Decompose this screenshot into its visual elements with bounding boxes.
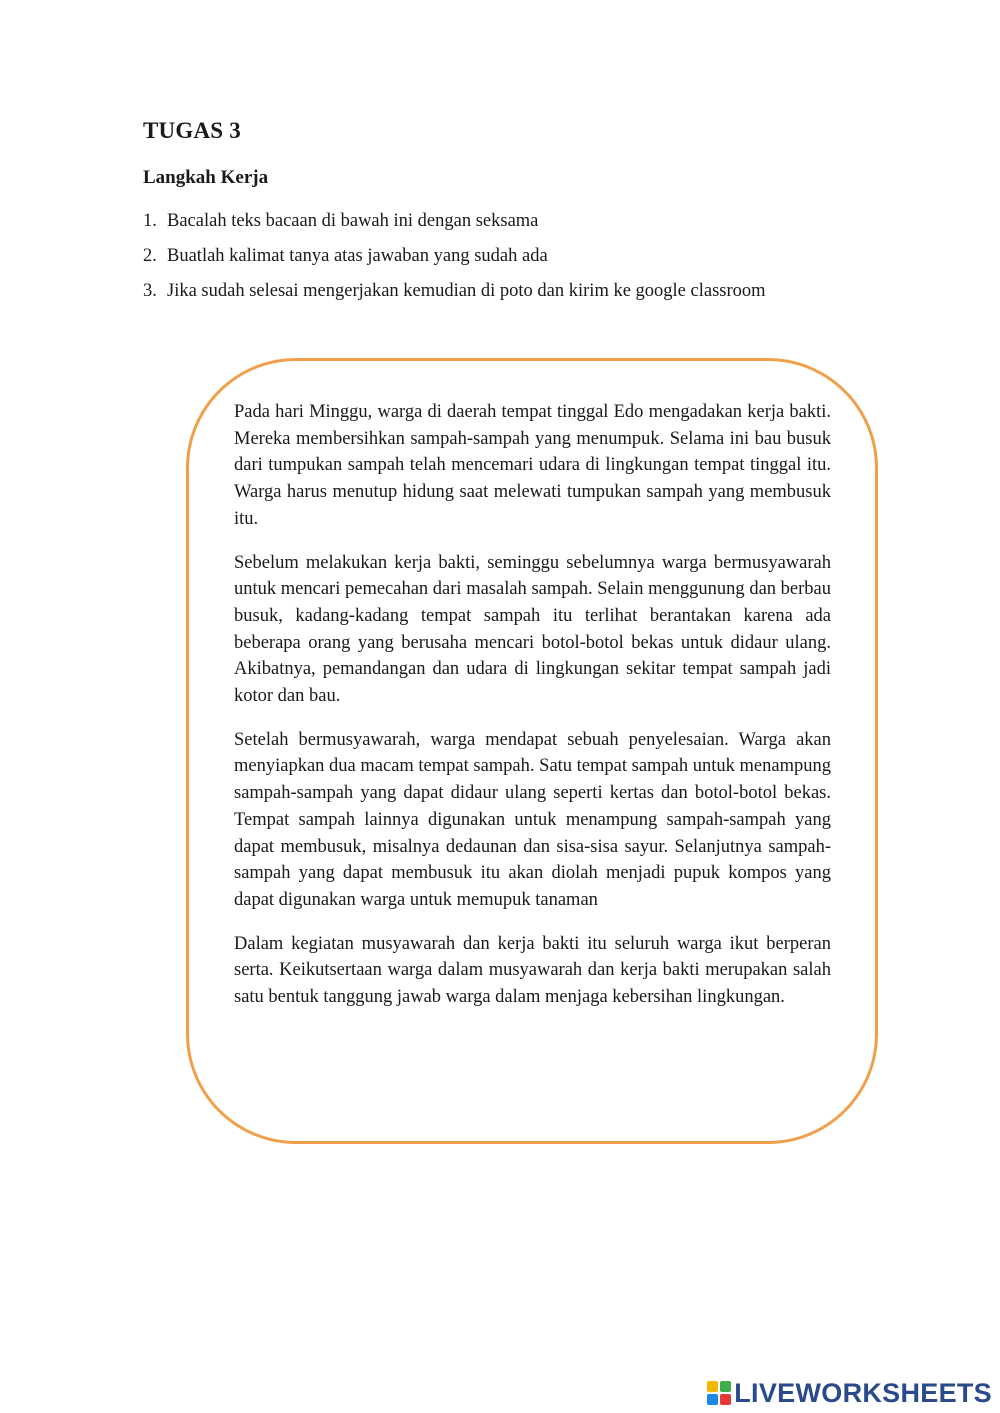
logo-square-green <box>720 1381 731 1392</box>
logo-square-yellow <box>707 1381 718 1392</box>
section-heading: Langkah Kerja <box>143 167 269 188</box>
reading-paragraph: Setelah bermusyawarah, warga mendapat sebuah penyelesaian. Warga akan menyiapkan dua macam tempat sampah. Satu tempat sampah untuk menampung sampah-sampah yang dapat didaur ulang seperti kertas dan botol-botol bekas. Tempat sampah lainnya digunakan untuk menampung sampah-sampah yang dapat membusuk, misalnya dedaunan dan sisa-sisa sayur. Selanjutnya sampah-sampah yang dapat membusuk itu akan diolah menjadi pupuk kompos yang dapat digunakan warga untuk memupuk tanaman <box>234 729 831 910</box>
reading-passage <box>234 399 831 1028</box>
liveworksheets-logo-icon <box>707 1381 731 1405</box>
reading-paragraph: Pada hari Minggu, warga di daerah tempat tinggal Edo mengadakan kerja bakti. Mereka membersihkan sampah-sampah yang menumpuk. Selama ini bau busuk dari tumpukan sampah telah mencemari udara di lingkungan tempat tinggal itu. Warga harus menutup hidung saat melewati tumpukan sampah yang membusuk itu. <box>234 402 831 529</box>
brand-text: LIVEWORKSHEETS <box>734 1378 992 1408</box>
liveworksheets-brand <box>707 1378 992 1408</box>
step-text: Buatlah kalimat tanya atas jawaban yang sudah ada <box>167 246 548 266</box>
steps-list <box>143 209 766 314</box>
step-number: 1. <box>143 211 157 231</box>
step-item <box>143 279 766 314</box>
step-number: 2. <box>143 246 157 266</box>
reading-paragraph: Sebelum melakukan kerja bakti, seminggu sebelumnya warga bermusyawarah untuk mencari pemecahan dari masalah sampah. Selain menggunung dan berbau busuk, kadang-kadang tempat sampah itu terlihat berantakan karena ada beberapa orang yang berusaha mencari botol-botol bekas untuk didaur ulang. Akibatnya, pemandangan dan udara di lingkungan sekitar tempat sampah jadi kotor dan bau. <box>234 552 831 707</box>
reading-paragraph: Dalam kegiatan musyawarah dan kerja bakti itu seluruh warga ikut berperan serta. Keikutsertaan warga dalam musyawarah dan kerja bakti merupakan salah satu bentuk tanggung jawab warga dalam menjaga kebersihan lingkungan. <box>234 933 831 1008</box>
logo-square-blue <box>707 1394 718 1405</box>
step-text: Bacalah teks bacaan di bawah ini dengan seksama <box>167 211 539 231</box>
step-item <box>143 209 766 244</box>
step-text: Jika sudah selesai mengerjakan kemudian di poto dan kirim ke google classroom <box>167 281 766 301</box>
step-number: 3. <box>143 281 157 301</box>
step-item <box>143 244 766 279</box>
page-title: TUGAS 3 <box>143 118 241 143</box>
logo-square-red <box>720 1394 731 1405</box>
